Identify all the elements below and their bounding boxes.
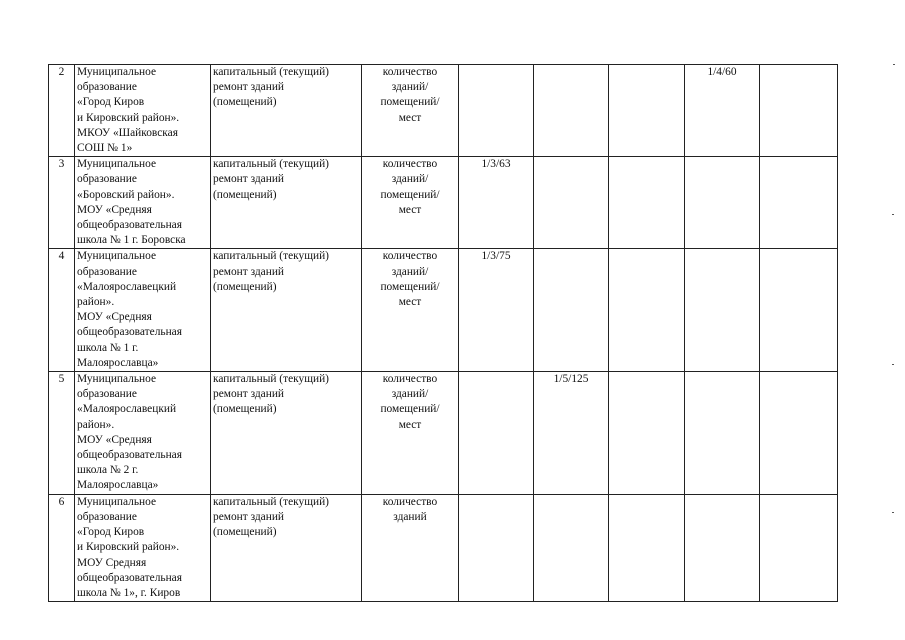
unit-cell-line: зданий/ bbox=[391, 265, 429, 278]
work-type-cell-line: (помещений) bbox=[213, 188, 277, 201]
value-cell bbox=[760, 157, 838, 249]
organization-cell-line: и Кировский район». bbox=[77, 541, 180, 554]
organization-cell-line: общеобразовательная bbox=[77, 449, 182, 462]
work-type-cell bbox=[211, 65, 362, 157]
organization-cell-line: СОШ № 1» bbox=[77, 142, 133, 155]
organization-cell-line: МОУ Средняя bbox=[77, 556, 147, 569]
scan-mark bbox=[892, 214, 894, 215]
value-cell bbox=[760, 372, 838, 495]
unit-cell bbox=[362, 249, 459, 372]
value-cell: 1/4/60 bbox=[685, 65, 760, 157]
value-cell bbox=[760, 249, 838, 372]
organization-cell-line: Малоярославца» bbox=[77, 356, 159, 369]
scan-mark bbox=[893, 64, 895, 65]
value-cell bbox=[685, 249, 760, 372]
table-row bbox=[49, 157, 838, 249]
unit-cell bbox=[362, 494, 459, 601]
unit-cell-line: помещений/ bbox=[380, 188, 440, 201]
value-cell bbox=[760, 65, 838, 157]
work-type-cell-line: (помещений) bbox=[213, 403, 277, 416]
unit-cell-line: количество bbox=[382, 250, 438, 263]
value-cell bbox=[609, 372, 685, 495]
organization-cell-line: общеобразовательная bbox=[77, 326, 182, 339]
unit-cell-line: количество bbox=[382, 373, 438, 386]
organization-cell-line: МКОУ «Шайковская bbox=[77, 126, 178, 139]
value-cell: 1/3/75 bbox=[459, 249, 534, 372]
organization-cell-line: Муниципальное bbox=[77, 373, 157, 386]
organization-cell-line: школа № 1 г. bbox=[77, 341, 139, 354]
organization-cell bbox=[75, 65, 211, 157]
work-type-cell-line: (помещений) bbox=[213, 96, 277, 109]
value-cell bbox=[685, 372, 760, 495]
unit-cell-line: мест bbox=[398, 418, 422, 431]
organization-cell-line: общеобразовательная bbox=[77, 219, 182, 232]
organization-cell-line: образование bbox=[77, 510, 137, 523]
value-cell bbox=[609, 249, 685, 372]
organization-cell-line: Муниципальное bbox=[77, 495, 157, 508]
unit-cell-line: мест bbox=[398, 296, 422, 309]
work-type-cell bbox=[211, 157, 362, 249]
organization-cell-line: «Малоярославецкий bbox=[77, 403, 177, 416]
organization-cell-line: МОУ «Средняя bbox=[77, 203, 152, 216]
program-table bbox=[48, 64, 838, 602]
value-cell bbox=[760, 494, 838, 601]
row-number: 4 bbox=[49, 249, 75, 372]
table-row bbox=[49, 65, 838, 157]
work-type-cell-line: капитальный (текущий) bbox=[213, 66, 329, 78]
organization-cell-line: район». bbox=[77, 418, 115, 431]
unit-cell-line: количество bbox=[382, 495, 438, 508]
organization-cell-line: Муниципальное bbox=[77, 66, 157, 78]
value-cell bbox=[685, 494, 760, 601]
organization-cell-line: Муниципальное bbox=[77, 158, 157, 171]
organization-cell bbox=[75, 249, 211, 372]
work-type-cell-line: (помещений) bbox=[213, 526, 277, 539]
table-row bbox=[49, 249, 838, 372]
unit-cell-line: зданий/ bbox=[391, 81, 429, 94]
work-type-cell-line: ремонт зданий bbox=[213, 173, 285, 186]
scan-mark bbox=[892, 364, 894, 365]
work-type-cell-line: капитальный (текущий) bbox=[213, 495, 329, 508]
unit-cell-line: количество bbox=[382, 66, 438, 78]
organization-cell-line: школа № 1», г. Киров bbox=[77, 586, 181, 599]
work-type-cell-line: ремонт зданий bbox=[213, 265, 285, 278]
work-type-cell bbox=[211, 249, 362, 372]
organization-cell-line: МОУ «Средняя bbox=[77, 433, 152, 446]
organization-cell-line: МОУ «Средняя bbox=[77, 311, 152, 324]
organization-cell-line: «Боровский район». bbox=[77, 188, 175, 201]
work-type-cell-line: ремонт зданий bbox=[213, 510, 285, 523]
row-number: 6 bbox=[49, 494, 75, 601]
unit-cell-line: помещений/ bbox=[380, 403, 440, 416]
unit-cell-line: количество bbox=[382, 158, 438, 171]
organization-cell-line: Малоярославца» bbox=[77, 479, 159, 492]
organization-cell-line: школа № 1 г. Боровска bbox=[77, 234, 186, 247]
unit-cell-line: мест bbox=[398, 111, 422, 124]
document-page bbox=[48, 64, 837, 602]
value-cell bbox=[534, 65, 609, 157]
value-cell bbox=[534, 494, 609, 601]
value-cell bbox=[459, 372, 534, 495]
table-row bbox=[49, 372, 838, 495]
value-cell bbox=[459, 65, 534, 157]
organization-cell-line: район». bbox=[77, 296, 115, 309]
value-cell bbox=[685, 157, 760, 249]
unit-cell-line: помещений/ bbox=[380, 280, 440, 293]
unit-cell bbox=[362, 372, 459, 495]
organization-cell bbox=[75, 157, 211, 249]
table-row bbox=[49, 494, 838, 601]
organization-cell-line: общеобразовательная bbox=[77, 571, 182, 584]
organization-cell-line: «Малоярославецкий bbox=[77, 280, 177, 293]
work-type-cell bbox=[211, 494, 362, 601]
unit-cell bbox=[362, 65, 459, 157]
organization-cell-line: и Кировский район». bbox=[77, 111, 180, 124]
value-cell bbox=[459, 494, 534, 601]
organization-cell-line: «Город Киров bbox=[77, 526, 145, 539]
value-cell bbox=[609, 157, 685, 249]
work-type-cell-line: капитальный (текущий) bbox=[213, 250, 329, 263]
work-type-cell-line: ремонт зданий bbox=[213, 81, 285, 94]
value-cell bbox=[609, 65, 685, 157]
organization-cell-line: образование bbox=[77, 173, 137, 186]
organization-cell bbox=[75, 494, 211, 601]
unit-cell-line: зданий bbox=[393, 510, 427, 523]
work-type-cell-line: (помещений) bbox=[213, 280, 277, 293]
scan-mark bbox=[892, 512, 894, 513]
unit-cell-line: зданий/ bbox=[391, 388, 429, 401]
work-type-cell bbox=[211, 372, 362, 495]
organization-cell-line: образование bbox=[77, 81, 137, 94]
organization-cell-line: Муниципальное bbox=[77, 250, 157, 263]
work-type-cell-line: ремонт зданий bbox=[213, 388, 285, 401]
row-number: 2 bbox=[49, 65, 75, 157]
value-cell: 1/5/125 bbox=[534, 372, 609, 495]
row-number: 5 bbox=[49, 372, 75, 495]
work-type-cell-line: капитальный (текущий) bbox=[213, 158, 329, 171]
unit-cell-line: зданий/ bbox=[391, 173, 429, 186]
organization-cell-line: «Город Киров bbox=[77, 96, 145, 109]
organization-cell-line: образование bbox=[77, 388, 137, 401]
unit-cell bbox=[362, 157, 459, 249]
value-cell: 1/3/63 bbox=[459, 157, 534, 249]
unit-cell-line: мест bbox=[398, 203, 422, 216]
unit-cell-line: помещений/ bbox=[380, 96, 440, 109]
organization-cell-line: школа № 2 г. bbox=[77, 464, 139, 477]
value-cell bbox=[609, 494, 685, 601]
organization-cell bbox=[75, 372, 211, 495]
work-type-cell-line: капитальный (текущий) bbox=[213, 373, 329, 386]
value-cell bbox=[534, 157, 609, 249]
row-number: 3 bbox=[49, 157, 75, 249]
organization-cell-line: образование bbox=[77, 265, 137, 278]
value-cell bbox=[534, 249, 609, 372]
